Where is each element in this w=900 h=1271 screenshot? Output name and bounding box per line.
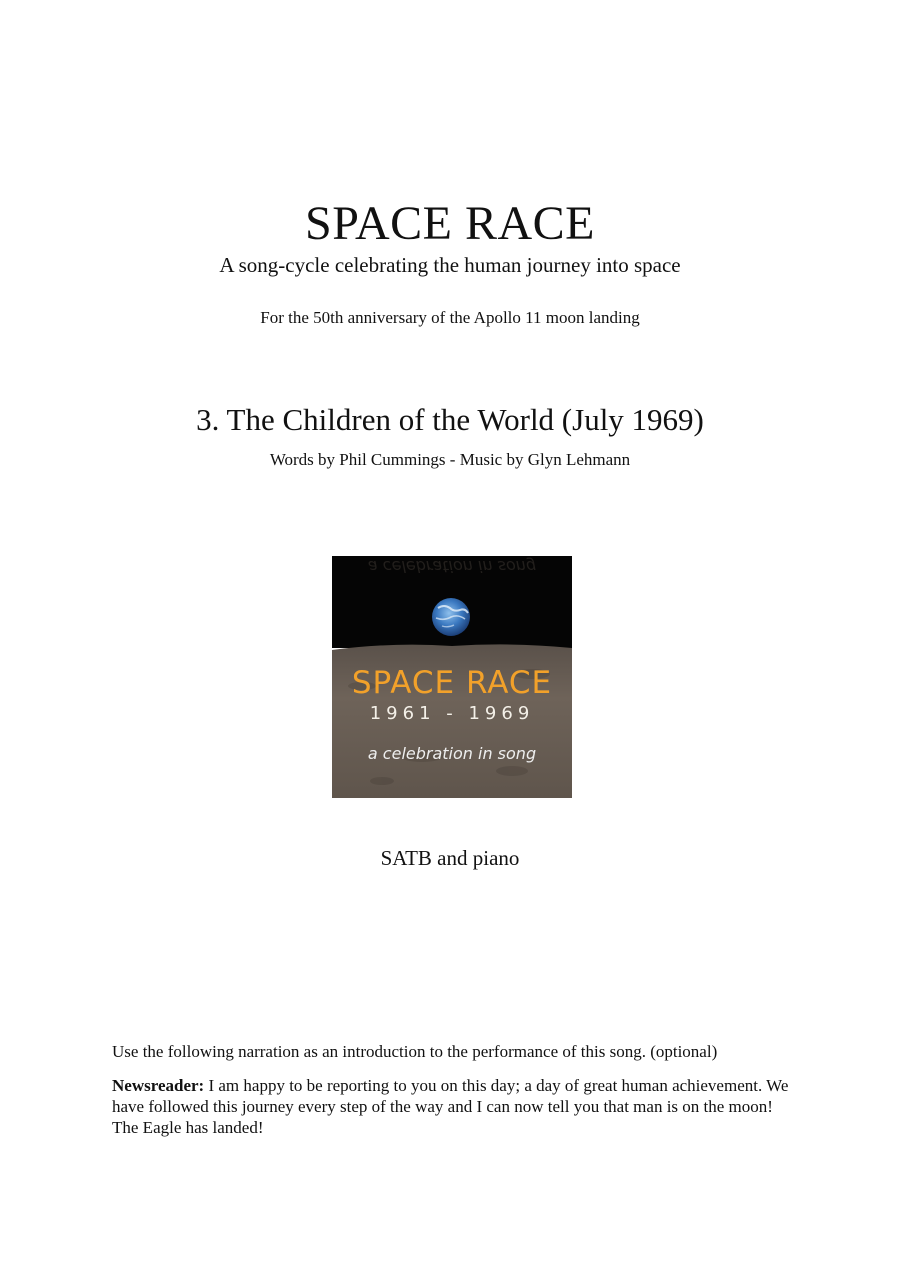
subtitle: A song-cycle celebrating the human journey into space xyxy=(219,253,681,277)
earth-icon xyxy=(432,598,470,636)
cover-years: 1961 - 1969 xyxy=(369,703,535,724)
album-cover-image xyxy=(332,556,572,798)
page-title: SPACE RACE xyxy=(305,197,595,250)
dedication: For the 50th anniversary of the Apollo 11 moon landing xyxy=(260,308,640,327)
credits: Words by Phil Cummings - Music by Glyn Lehmann xyxy=(269,450,631,469)
narration-body: I am happy to be reporting to you on this day; a day of great human achievement. We have followed this journey every step of the way and I can now tell you that man is on the moon! The Eagle has landed! xyxy=(112,1076,789,1137)
voicing: SATB and piano xyxy=(380,846,520,870)
narration-speaker: Newsreader: xyxy=(112,1076,205,1095)
cover-title: SPACE RACE xyxy=(351,665,553,701)
cover-tagline-reflection: a celebration in song xyxy=(367,557,537,576)
song-title: 3. The Children of the World (July 1969) xyxy=(196,402,704,437)
cover-tagline: a celebration in song xyxy=(367,744,537,763)
narration-instructions: Use the following narration as an introduction to the performance of this song. (optional) xyxy=(112,1042,718,1061)
narration-text xyxy=(112,1075,792,1138)
